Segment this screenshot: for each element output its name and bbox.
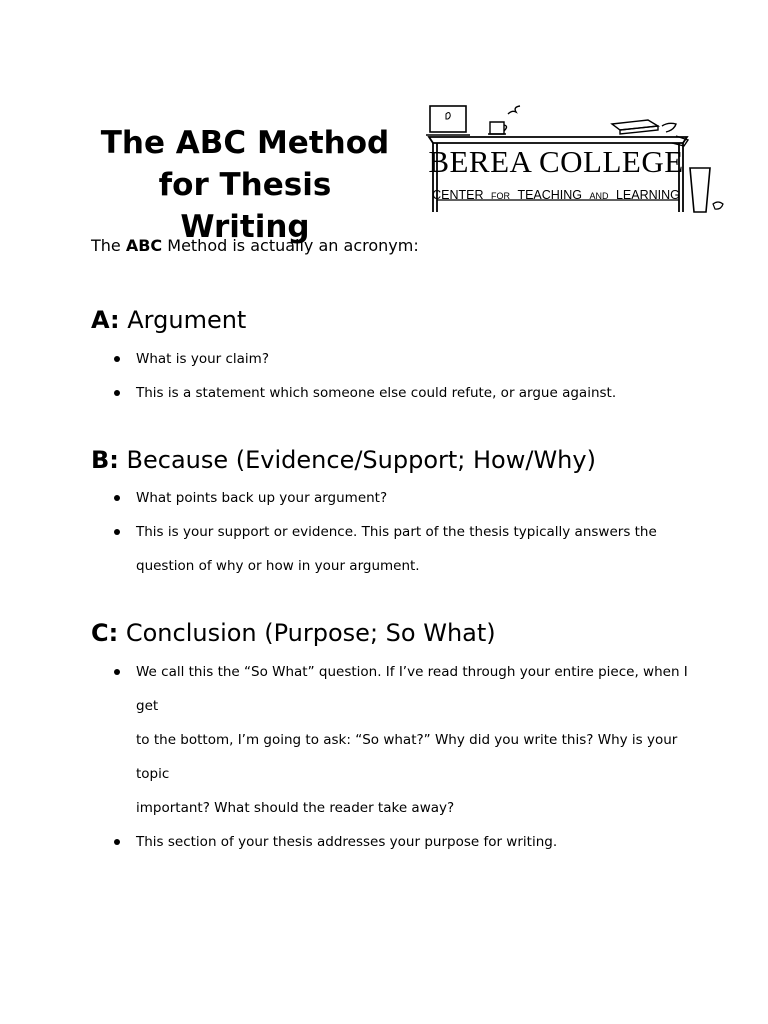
berea-college-logo — [424, 100, 730, 218]
bullet-icon — [114, 529, 120, 535]
list-item-continuation: question of why or how in your argument. — [136, 558, 420, 574]
bullet-icon — [114, 839, 120, 845]
list-item: This is your support or evidence. This part of the thesis typically answers the — [91, 515, 691, 549]
list-item: This section of your thesis addresses your purpose for writing. — [91, 825, 691, 859]
bullet-icon — [114, 495, 120, 501]
logo-college-name: BEREA COLLEGE — [428, 144, 684, 179]
bullet-icon — [114, 669, 120, 675]
document-title — [90, 122, 400, 248]
bullet-icon — [114, 356, 120, 362]
logo-subtitle: CENTER FOR TEACHING AND LEARNING — [432, 188, 680, 202]
list-item-continuation: to the bottom, I’m going to ask: “So what?” Why did you write this? Why is your topic — [136, 732, 678, 782]
wastebin-icon — [690, 168, 723, 212]
laptop-icon — [426, 106, 470, 135]
list-item: We call this the “So What” question. If I’ve read through your entire piece, when I get — [91, 655, 691, 723]
section-c-heading: C: Conclusion (Purpose; So What) — [91, 619, 496, 647]
list-item-continuation: important? What should the reader take away? — [136, 800, 455, 816]
intro-acronym: ABC — [125, 236, 163, 255]
section-b-heading: B: Because (Evidence/Support; How/Why) — [91, 446, 596, 474]
title-line-2: for Thesis Writing — [158, 167, 332, 245]
title-line-1: The ABC Method — [100, 125, 390, 161]
section-b-list — [91, 481, 691, 583]
list-item: This is a statement which someone else could refute, or argue against. — [91, 376, 691, 410]
list-item: What is your claim? — [91, 342, 691, 376]
list-item: What points back up your argument? — [91, 481, 691, 515]
section-a-list — [91, 342, 691, 410]
section-a-heading: A: Argument — [91, 306, 247, 334]
bullet-icon — [114, 390, 120, 396]
section-c-list — [91, 655, 691, 859]
intro-text: The ABC Method is actually an acronym: — [91, 236, 419, 255]
coffee-mug-icon — [488, 106, 520, 134]
